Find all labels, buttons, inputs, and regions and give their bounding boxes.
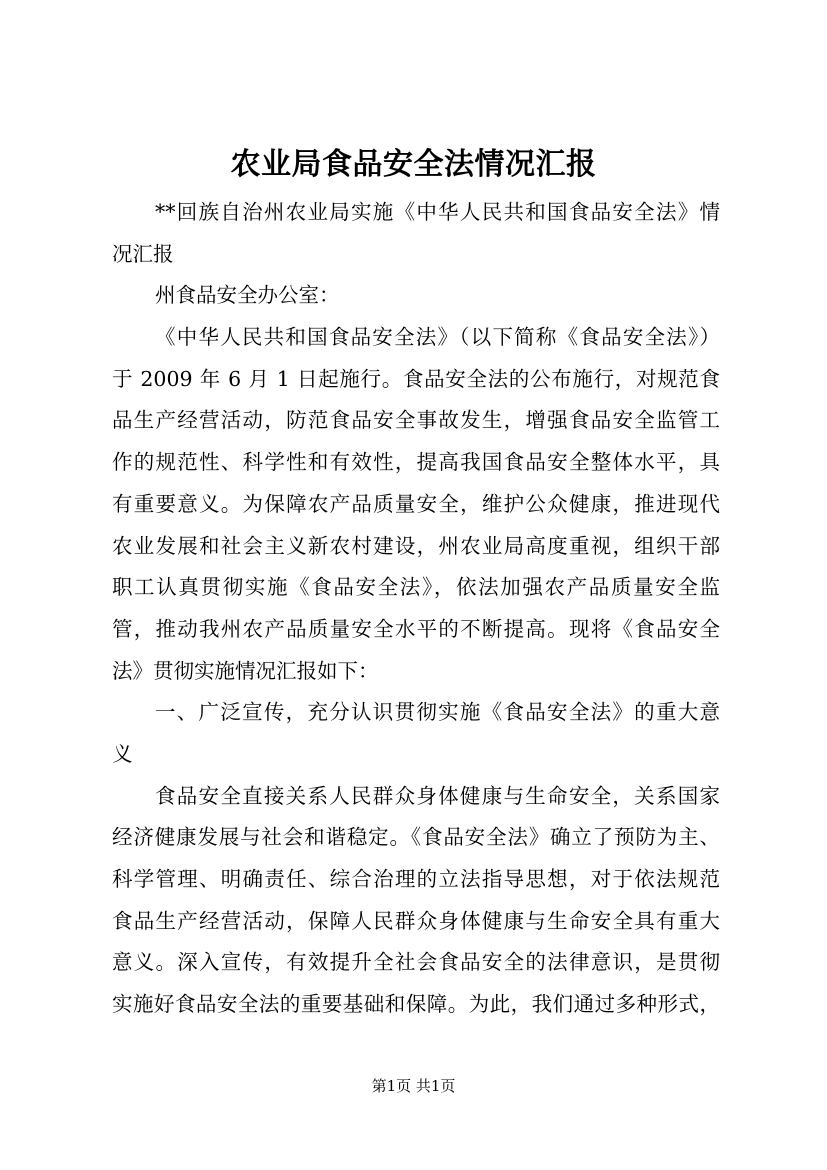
body-line: 《中华人民共和国食品安全法》（以下简称《食品安全法》） xyxy=(155,325,720,350)
body-line: 于 2009 年 6 月 1 日起施行。食品安全法的公布施行，对规范食 xyxy=(112,366,720,391)
paragraph xyxy=(112,275,720,317)
body-line: 法》贯彻实施情况汇报如下： xyxy=(112,658,379,683)
paragraph xyxy=(112,192,720,275)
page-footer: 第1页 共1页 xyxy=(371,1077,456,1095)
body-line: 品生产经营活动，防范食品安全事故发生，增强食品安全监管工 xyxy=(112,408,720,433)
body-line: 农业发展和社会主义新农村建设，州农业局高度重视，组织干部 xyxy=(112,533,720,558)
body-line: **回族自治州农业局实施《中华人民共和国食品安全法》情 xyxy=(155,200,720,224)
paragraph xyxy=(112,692,720,775)
body-line: 一、广泛宣传，充分认识贯彻实施《食品安全法》的重大意 xyxy=(155,700,720,725)
body-line: 作的规范性、科学性和有效性，提高我国食品安全整体水平，具 xyxy=(112,450,720,475)
body-line: 况汇报 xyxy=(112,241,174,266)
body-line: 意义。深入宣传，有效提升全社会食品安全的法律意识，是贯彻 xyxy=(112,950,720,975)
body-line: 实施好食品安全法的重要基础和保障。为此，我们通过多种形式， xyxy=(112,992,720,1017)
body-line: 食品生产经营活动，保障人民群众身体健康与生命安全具有重大 xyxy=(112,908,720,933)
document-body xyxy=(112,192,720,1026)
document-title: 农业局食品安全法情况汇报 xyxy=(230,147,597,182)
body-line: 食品安全直接关系人民群众身体健康与生命安全，关系国家 xyxy=(155,783,720,808)
body-line: 管，推动我州农产品质量安全水平的不断提高。现将《食品安全 xyxy=(112,616,720,641)
body-line: 有重要意义。为保障农产品质量安全，维护公众健康，推进现代 xyxy=(112,491,720,516)
body-line: 经济健康发展与社会和谐稳定。《食品安全法》确立了预防为主、 xyxy=(112,825,720,850)
paragraph xyxy=(112,776,720,1026)
paragraph xyxy=(112,317,720,692)
body-line: 义 xyxy=(112,741,133,766)
body-line: 州食品安全办公室： xyxy=(155,283,340,308)
body-line: 科学管理、明确责任、综合治理的立法指导思想，对于依法规范 xyxy=(112,867,720,891)
body-line: 职工认真贯彻实施《食品安全法》，依法加强农产品质量安全监 xyxy=(112,575,720,600)
